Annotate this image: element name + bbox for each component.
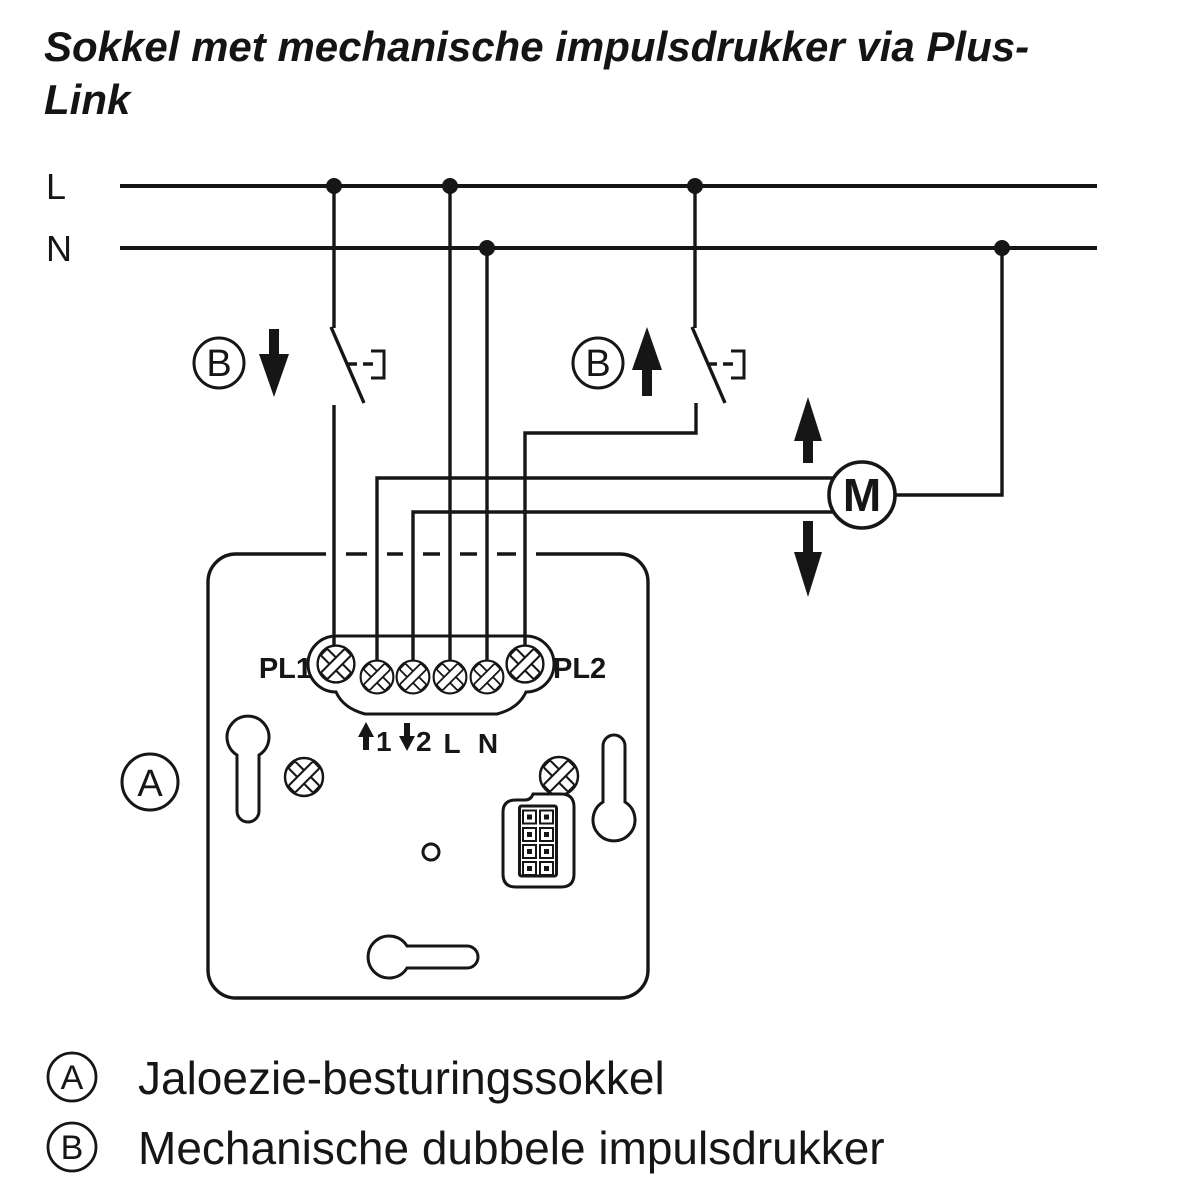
pl2-label: PL2: [553, 653, 607, 685]
sokkel-enclosure: [208, 554, 648, 998]
n-bus-label: N: [46, 228, 72, 269]
motor-up-arrow-icon: [794, 397, 822, 463]
terminal-markings: [358, 722, 498, 759]
connector-pin: [523, 828, 536, 841]
motor-down-arrow-icon: [794, 521, 822, 597]
wire-motor-to-n: [895, 248, 1002, 495]
up-arrow-icon: [632, 327, 662, 396]
terminal-l-label: L: [443, 728, 461, 759]
pushbutton-switch-2: [573, 327, 744, 403]
connector-pin: [540, 862, 553, 875]
screw-terminal-down: [397, 661, 430, 694]
sokkel-key: [122, 754, 178, 810]
connector-pin: [540, 811, 553, 824]
legend: [48, 1052, 885, 1174]
legend-a-text: Jaloezie-besturingssokkel: [138, 1052, 665, 1104]
terminal-n-label: N: [477, 728, 499, 759]
junction-dot: [442, 178, 458, 194]
junction-dot: [326, 178, 342, 194]
l-bus-label: L: [46, 166, 67, 207]
connector-pin: [523, 845, 536, 858]
junction-dots: [326, 178, 1010, 256]
page-title-line2: Link: [44, 76, 131, 123]
pl1-label: PL1: [258, 653, 312, 685]
switch2-key-label: B: [585, 343, 611, 385]
junction-dot: [994, 240, 1010, 256]
screw-terminal-pl2: [507, 646, 544, 683]
terminal-1-label: 1: [376, 726, 392, 757]
mounting-screw-right: [540, 757, 578, 795]
screw-terminal-pl1: [318, 646, 355, 683]
switch1-key-label: B: [206, 343, 232, 385]
terminal-2-label: 2: [416, 726, 432, 757]
pluslink-connector: [503, 794, 574, 887]
connector-pin: [540, 828, 553, 841]
connector-pin: [523, 862, 536, 875]
page-title-line1: Sokkel met mechanische impulsdrukker via Plus-: [44, 23, 1030, 70]
motor-label: M: [842, 469, 882, 521]
connector-pin: [523, 811, 536, 824]
legend-b-text: Mechanische dubbele impulsdrukker: [138, 1122, 885, 1174]
pushbutton-switch-1: [194, 327, 384, 403]
mounting-screw-left: [285, 758, 323, 796]
connector-pin: [540, 845, 553, 858]
junction-dot: [479, 240, 495, 256]
motor-symbol: [794, 397, 895, 597]
center-hole: [423, 844, 439, 860]
legend-a-key: A: [60, 1059, 84, 1097]
junction-dot: [687, 178, 703, 194]
screw-terminal-n: [471, 661, 504, 694]
legend-b-key: B: [60, 1129, 84, 1167]
screw-terminal-l: [434, 661, 467, 694]
sokkel-key-label: A: [137, 763, 163, 805]
down-arrow-icon: [259, 329, 289, 397]
screw-terminal-up: [361, 661, 394, 694]
